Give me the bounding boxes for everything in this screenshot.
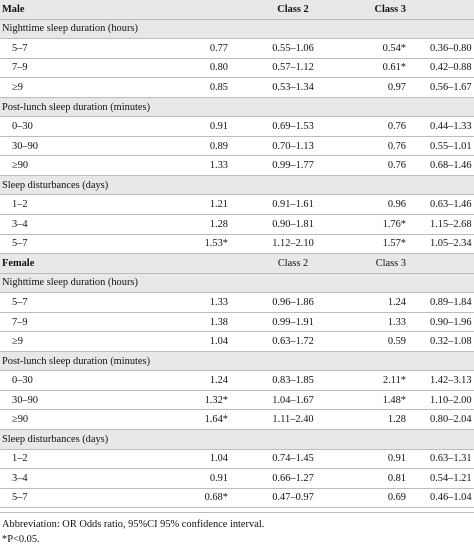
class2-odds-ratio: 1.28 <box>150 215 234 235</box>
class3-confidence-interval: 0.63–1.31 <box>414 449 474 469</box>
group-header-row <box>0 273 474 293</box>
class3-confidence-interval: 1.15–2.68 <box>414 215 474 235</box>
spacer-cell <box>414 0 474 19</box>
table-row <box>0 371 474 391</box>
row-label: 3–4 <box>0 469 150 489</box>
class3-confidence-interval: 0.36–0.80 <box>414 39 474 59</box>
class3-odds-ratio: 1.57* <box>352 234 414 254</box>
row-label: 5–7 <box>0 39 150 59</box>
class3-odds-ratio: 0.69 <box>352 488 414 508</box>
row-label: ≥90 <box>0 156 150 176</box>
class2-confidence-interval: 1.04–1.67 <box>234 390 352 410</box>
class3-confidence-interval: 0.89–1.84 <box>414 293 474 313</box>
table-row <box>0 410 474 430</box>
row-label: 30–90 <box>0 136 150 156</box>
class3-odds-ratio: 1.24 <box>352 293 414 313</box>
class3-odds-ratio: 0.97 <box>352 78 414 98</box>
group-header-row <box>0 430 474 450</box>
class2-odds-ratio: 0.91 <box>150 117 234 137</box>
male-header-row <box>0 0 474 19</box>
spacer-cell <box>150 254 234 274</box>
group-header-row <box>0 19 474 39</box>
class3-odds-ratio: 0.54* <box>352 39 414 59</box>
class2-confidence-interval: 0.69–1.53 <box>234 117 352 137</box>
female-header-row <box>0 254 474 274</box>
class3-odds-ratio: 0.76 <box>352 156 414 176</box>
table-row <box>0 390 474 410</box>
class2-odds-ratio: 1.21 <box>150 195 234 215</box>
class2-odds-ratio: 1.32* <box>150 390 234 410</box>
class3-confidence-interval: 0.90–1.96 <box>414 312 474 332</box>
row-label: 7–9 <box>0 58 150 78</box>
class3-confidence-interval: 0.32–1.08 <box>414 332 474 352</box>
class2-confidence-interval: 0.63–1.72 <box>234 332 352 352</box>
spacer-cell <box>414 254 474 274</box>
table-footnotes <box>0 512 474 545</box>
class3-odds-ratio: 0.96 <box>352 195 414 215</box>
class2-confidence-interval: 1.11–2.40 <box>234 410 352 430</box>
class2-odds-ratio: 1.04 <box>150 449 234 469</box>
class3-confidence-interval: 0.80–2.04 <box>414 410 474 430</box>
class2-odds-ratio: 0.80 <box>150 58 234 78</box>
row-label: 1–2 <box>0 195 150 215</box>
class2-odds-ratio: 1.24 <box>150 371 234 391</box>
class3-confidence-interval: 1.05–2.34 <box>414 234 474 254</box>
table-row <box>0 332 474 352</box>
row-label: 30–90 <box>0 390 150 410</box>
row-label: 0–30 <box>0 117 150 137</box>
group-label: Sleep disturbances (days) <box>0 175 474 195</box>
class3-confidence-interval: 0.68–1.46 <box>414 156 474 176</box>
group-label: Nighttime sleep duration (hours) <box>0 273 474 293</box>
row-label: 5–7 <box>0 488 150 508</box>
class2-odds-ratio: 1.53* <box>150 234 234 254</box>
class3-header: Class 3 <box>352 254 414 274</box>
class2-odds-ratio: 0.91 <box>150 469 234 489</box>
class2-odds-ratio: 1.33 <box>150 156 234 176</box>
group-header-row <box>0 175 474 195</box>
class3-confidence-interval: 0.46–1.04 <box>414 488 474 508</box>
table-row <box>0 136 474 156</box>
abbreviation-note: Abbreviation: OR Odds ratio, 95%CI 95% confidence interval. <box>2 519 265 531</box>
class3-odds-ratio: 0.76 <box>352 136 414 156</box>
class3-confidence-interval: 0.56–1.67 <box>414 78 474 98</box>
row-label: ≥9 <box>0 332 150 352</box>
row-label: 3–4 <box>0 215 150 235</box>
table-row <box>0 195 474 215</box>
row-label: ≥90 <box>0 410 150 430</box>
class3-confidence-interval: 0.42–0.88 <box>414 58 474 78</box>
group-label: Sleep disturbances (days) <box>0 430 474 450</box>
class2-confidence-interval: 0.96–1.86 <box>234 293 352 313</box>
class3-confidence-interval: 0.44–1.33 <box>414 117 474 137</box>
group-label: Post-lunch sleep duration (minutes) <box>0 351 474 371</box>
class3-odds-ratio: 0.81 <box>352 469 414 489</box>
row-label: 0–30 <box>0 371 150 391</box>
class2-confidence-interval: 0.66–1.27 <box>234 469 352 489</box>
class2-confidence-interval: 0.55–1.06 <box>234 39 352 59</box>
group-label: Nighttime sleep duration (hours) <box>0 19 474 39</box>
male-section-title: Male <box>0 0 150 19</box>
female-section-title: Female <box>0 254 150 274</box>
class2-confidence-interval: 0.57–1.12 <box>234 58 352 78</box>
class2-header: Class 2 <box>234 254 352 274</box>
table-row <box>0 234 474 254</box>
class2-confidence-interval: 1.12–2.10 <box>234 234 352 254</box>
class2-confidence-interval: 0.99–1.91 <box>234 312 352 332</box>
class3-odds-ratio: 0.91 <box>352 449 414 469</box>
class2-odds-ratio: 1.04 <box>150 332 234 352</box>
class2-confidence-interval: 0.74–1.45 <box>234 449 352 469</box>
row-label: 5–7 <box>0 234 150 254</box>
class3-confidence-interval: 0.63–1.46 <box>414 195 474 215</box>
class3-confidence-interval: 1.42–3.13 <box>414 371 474 391</box>
row-label: 5–7 <box>0 293 150 313</box>
class2-header: Class 2 <box>234 0 352 19</box>
table-row <box>0 488 474 508</box>
table-row <box>0 58 474 78</box>
class2-odds-ratio: 1.38 <box>150 312 234 332</box>
class2-odds-ratio: 0.85 <box>150 78 234 98</box>
class3-odds-ratio: 1.28 <box>352 410 414 430</box>
class3-odds-ratio: 1.33 <box>352 312 414 332</box>
class3-odds-ratio: 2.11* <box>352 371 414 391</box>
table-row <box>0 39 474 59</box>
row-label: 7–9 <box>0 312 150 332</box>
class2-confidence-interval: 0.91–1.61 <box>234 195 352 215</box>
spacer-cell <box>150 0 234 19</box>
class3-header: Class 3 <box>352 0 414 19</box>
group-header-row <box>0 97 474 117</box>
table-row <box>0 215 474 235</box>
class2-odds-ratio: 0.77 <box>150 39 234 59</box>
class2-confidence-interval: 0.70–1.13 <box>234 136 352 156</box>
table-row <box>0 293 474 313</box>
class3-odds-ratio: 1.48* <box>352 390 414 410</box>
table-row <box>0 449 474 469</box>
class3-confidence-interval: 0.55–1.01 <box>414 136 474 156</box>
row-label: ≥9 <box>0 78 150 98</box>
class2-confidence-interval: 0.83–1.85 <box>234 371 352 391</box>
class2-odds-ratio: 1.64* <box>150 410 234 430</box>
significance-note: *P<0.05. <box>2 534 40 545</box>
class3-odds-ratio: 0.61* <box>352 58 414 78</box>
class2-confidence-interval: 0.47–0.97 <box>234 488 352 508</box>
table-row <box>0 469 474 489</box>
table-row <box>0 312 474 332</box>
class3-odds-ratio: 0.76 <box>352 117 414 137</box>
class3-odds-ratio: 1.76* <box>352 215 414 235</box>
table-row <box>0 78 474 98</box>
class2-confidence-interval: 0.99–1.77 <box>234 156 352 176</box>
row-label: 1–2 <box>0 449 150 469</box>
table-row <box>0 117 474 137</box>
class2-odds-ratio: 0.68* <box>150 488 234 508</box>
class2-odds-ratio: 1.33 <box>150 293 234 313</box>
class3-confidence-interval: 0.54–1.21 <box>414 469 474 489</box>
group-header-row <box>0 351 474 371</box>
class3-odds-ratio: 0.59 <box>352 332 414 352</box>
class2-confidence-interval: 0.90–1.81 <box>234 215 352 235</box>
class2-confidence-interval: 0.53–1.34 <box>234 78 352 98</box>
class3-confidence-interval: 1.10–2.00 <box>414 390 474 410</box>
table-row <box>0 156 474 176</box>
group-label: Post-lunch sleep duration (minutes) <box>0 97 474 117</box>
class2-odds-ratio: 0.89 <box>150 136 234 156</box>
